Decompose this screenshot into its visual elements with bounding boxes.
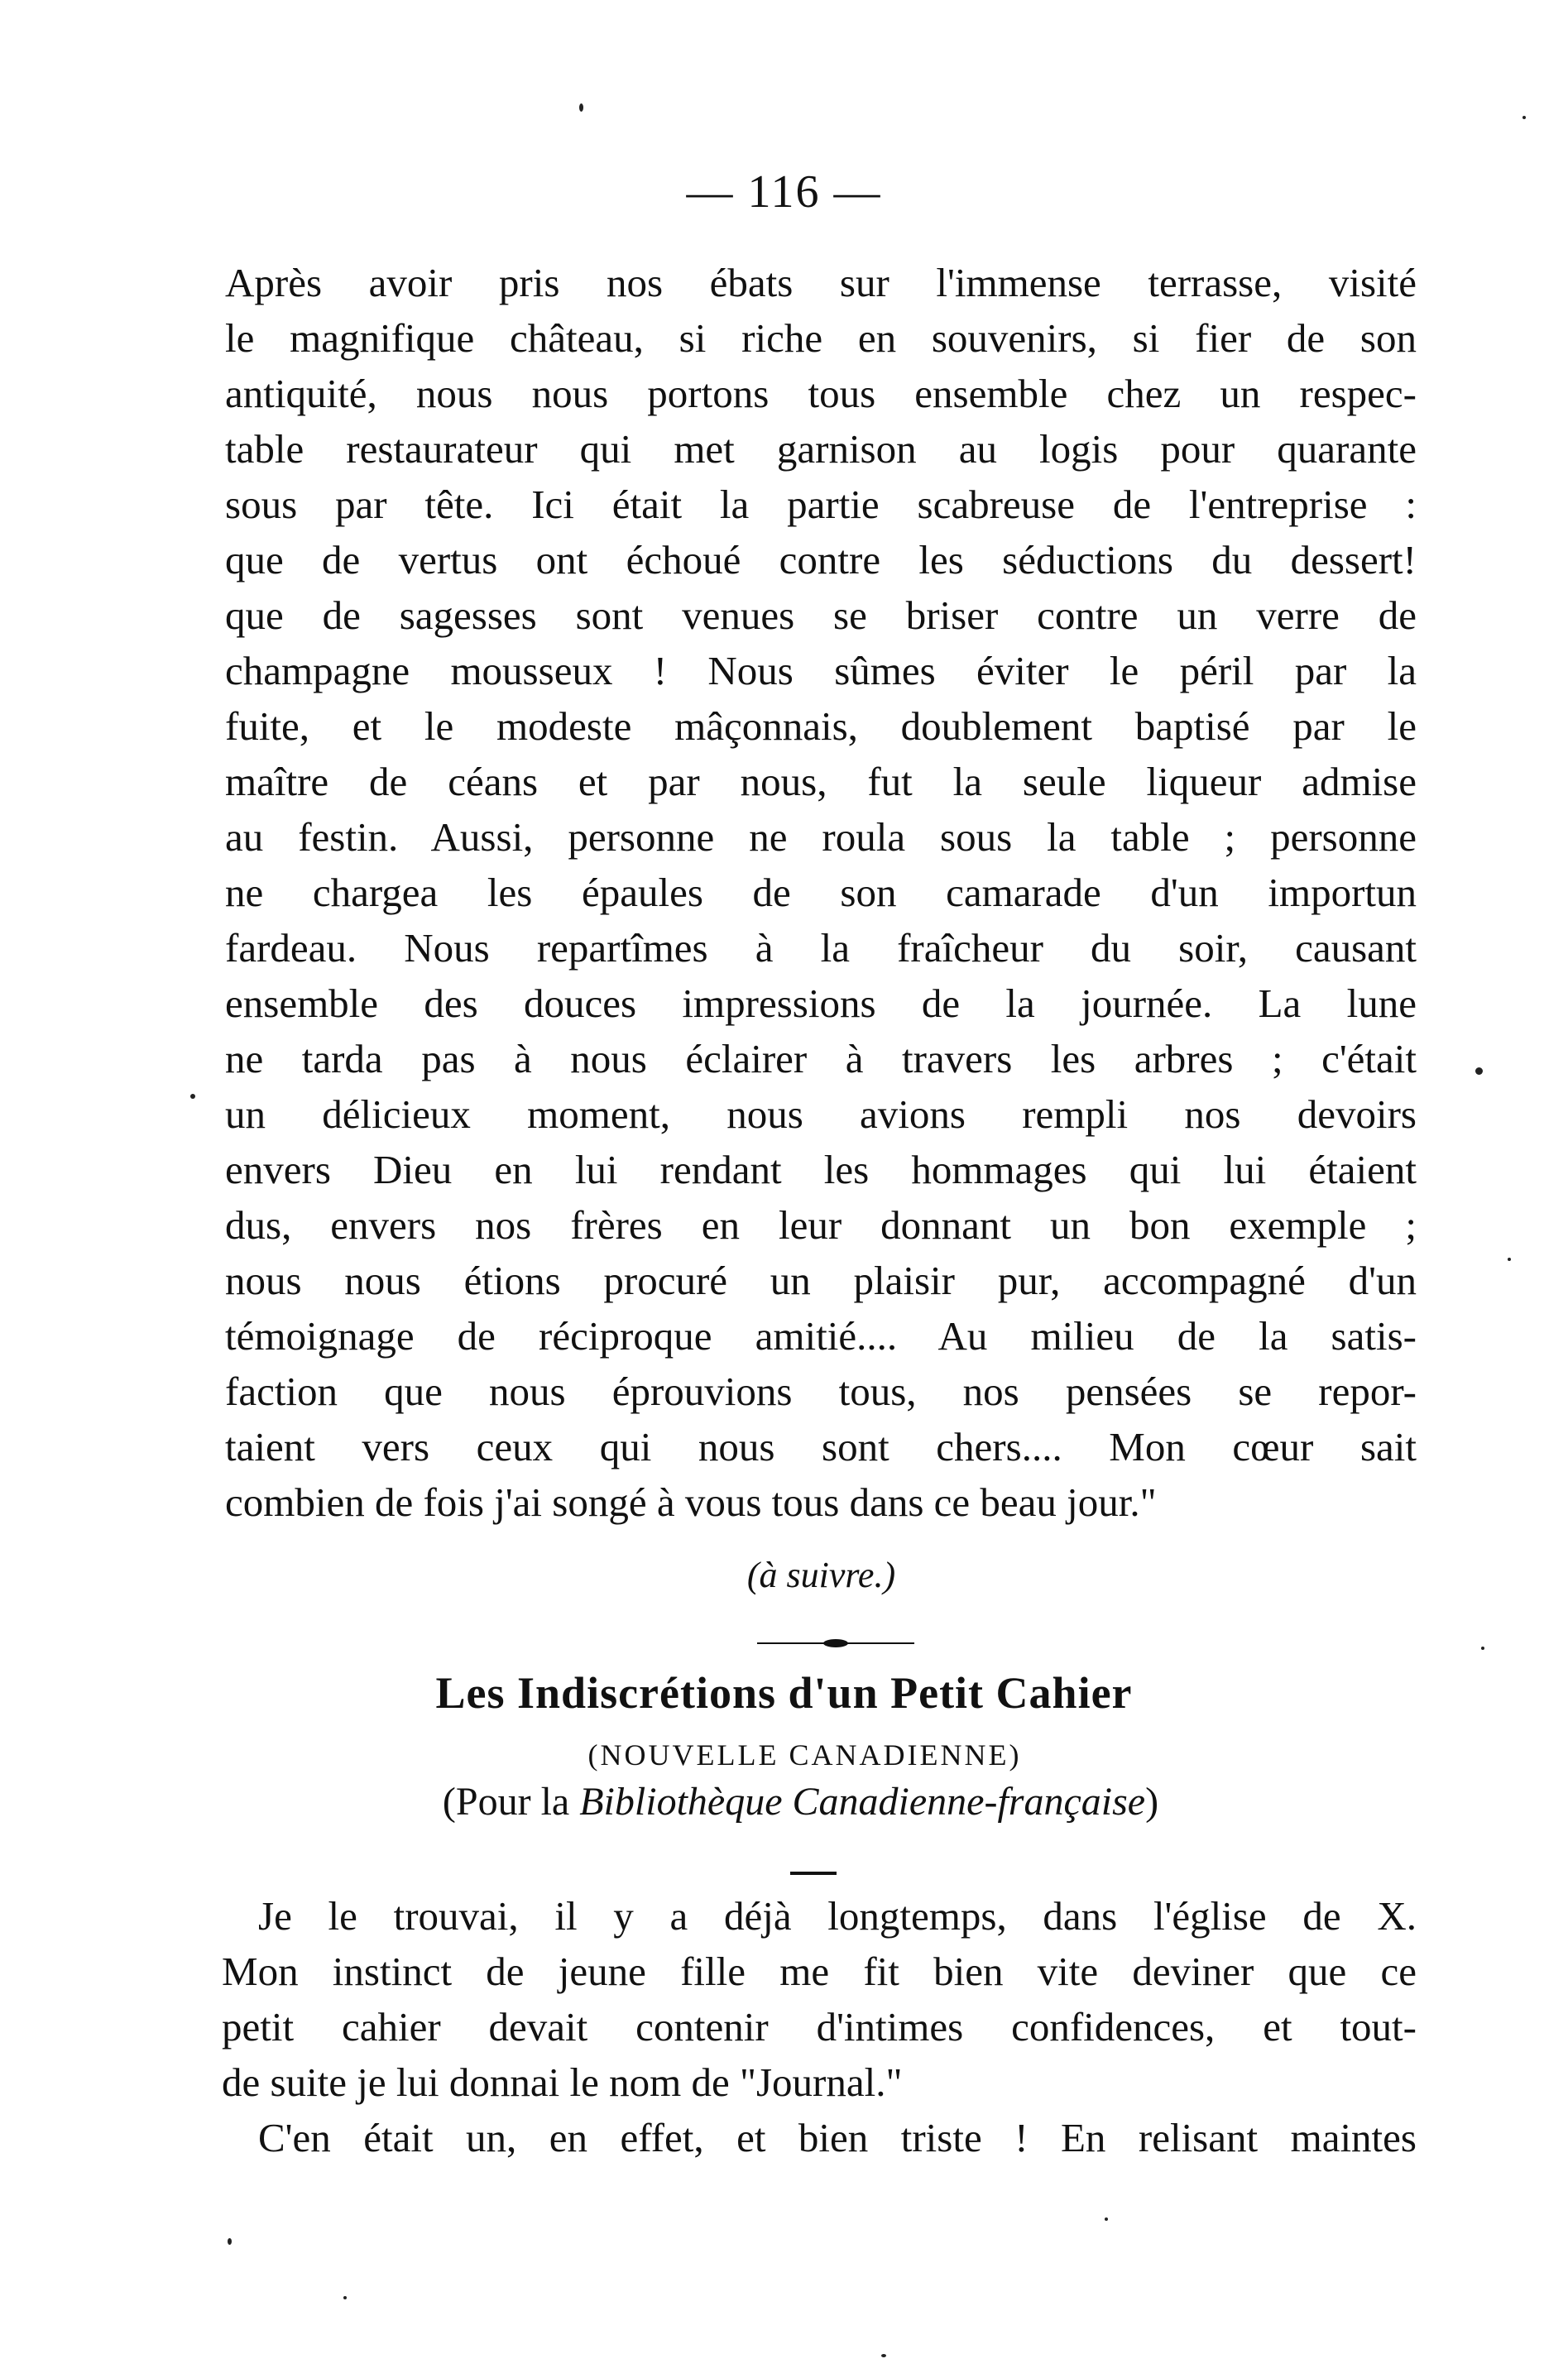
text-line: combien de fois j'ai songé à vous tous dans ce beau jour." — [225, 1479, 1157, 1525]
text-line: nous nous étions procuré un plaisir pur, accompagné d'un — [225, 1258, 1417, 1303]
page-number: — 116 — — [686, 166, 882, 218]
scan-speck — [579, 103, 583, 112]
scan-speck — [881, 2354, 886, 2357]
short-dash-divider — [790, 1872, 837, 1875]
text-line: Après avoir pris nos ébats sur l'immense terrasse, visité — [225, 260, 1417, 305]
text-line: témoignage de réciproque amitié.... Au milieu de la satis- — [225, 1313, 1417, 1359]
text-line: dus, envers nos frères en leur donnant un bon exemple ; — [225, 1202, 1417, 1248]
text-line: faction que nous éprouvions tous, nos pensées se repor- — [225, 1369, 1417, 1414]
article-text-block — [222, 1888, 1417, 2165]
scan-speck — [1481, 1647, 1484, 1650]
text-line: sous par tête. Ici était la partie scabreuse de l'entreprise : — [225, 482, 1417, 527]
scan-speck — [228, 2238, 232, 2245]
text-line: Je le trouvai, il y a déjà longtemps, dans l'église de X. — [258, 1893, 1417, 1939]
text-line: taient vers ceux qui nous sont chers.... Mon cœur sait — [225, 1424, 1417, 1469]
text-line: C'en était un, en effet, et bien triste ! En relisant maintes — [258, 2115, 1417, 2160]
text-line: ne tarda pas à nous éclairer à travers les arbres ; c'était — [225, 1036, 1417, 1081]
text-line: de suite je lui donnai le nom de "Journal." — [222, 2059, 903, 2105]
text-line: au festin. Aussi, personne ne roula sous la table ; personne — [225, 814, 1417, 860]
text-line: fuite, et le modeste mâçonnais, doublement baptisé par le — [225, 703, 1417, 749]
text-line: table restaurateur qui met garnison au logis pour quarante — [225, 426, 1417, 472]
text-line: maître de céans et par nous, fut la seule liqueur admise — [225, 759, 1417, 804]
text-line: envers Dieu en lui rendant les hommages qui lui étaient — [225, 1147, 1417, 1192]
text-line: petit cahier devait contenir d'intimes confidences, et tout- — [222, 2004, 1417, 2050]
ornamental-separator — [757, 1641, 914, 1646]
scan-speck — [190, 1094, 195, 1099]
scan-speck — [1105, 2217, 1108, 2221]
text-line: Mon instinct de jeune fille me fit bien vite deviner que ce — [222, 1949, 1417, 1994]
text-line: antiquité, nous nous portons tous ensemble chez un respec- — [225, 371, 1417, 416]
source-title: Bibliothèque Canadienne-française — [579, 1780, 1146, 1824]
text-line: que de vertus ont échoué contre les séductions du dessert! — [225, 537, 1417, 583]
scan-speck — [1508, 1258, 1511, 1261]
source-suffix: ) — [1145, 1780, 1159, 1824]
article-subtitle: (NOUVELLE CANADIENNE) — [587, 1738, 1022, 1772]
scan-speck — [1522, 116, 1526, 119]
scan-speck — [343, 2296, 347, 2299]
continued-text-block — [225, 255, 1417, 1530]
text-line: que de sagesses sont venues se briser contre un verre de — [225, 592, 1417, 638]
text-line: fardeau. Nous repartîmes à la fraîcheur du soir, causant — [225, 925, 1417, 971]
article-source — [0, 1779, 1568, 1824]
article-title: Les Indiscrétions d'un Petit Cahier — [435, 1668, 1133, 1718]
text-line: ne chargea les épaules de son camarade d'un importun — [225, 870, 1417, 915]
continuation-note: (à suivre.) — [746, 1555, 896, 1595]
text-line: champagne mousseux ! Nous sûmes éviter le péril par la — [225, 648, 1417, 693]
separator-ornament-icon — [823, 1639, 848, 1647]
text-line: le magnifique château, si riche en souvenirs, si fier de son — [225, 315, 1417, 361]
text-line: ensemble des douces impressions de la journée. La lune — [225, 980, 1417, 1026]
text-line: un délicieux moment, nous avions rempli nos devoirs — [225, 1091, 1417, 1137]
scan-speck — [1475, 1067, 1483, 1075]
source-prefix: (Pour la — [442, 1780, 580, 1824]
